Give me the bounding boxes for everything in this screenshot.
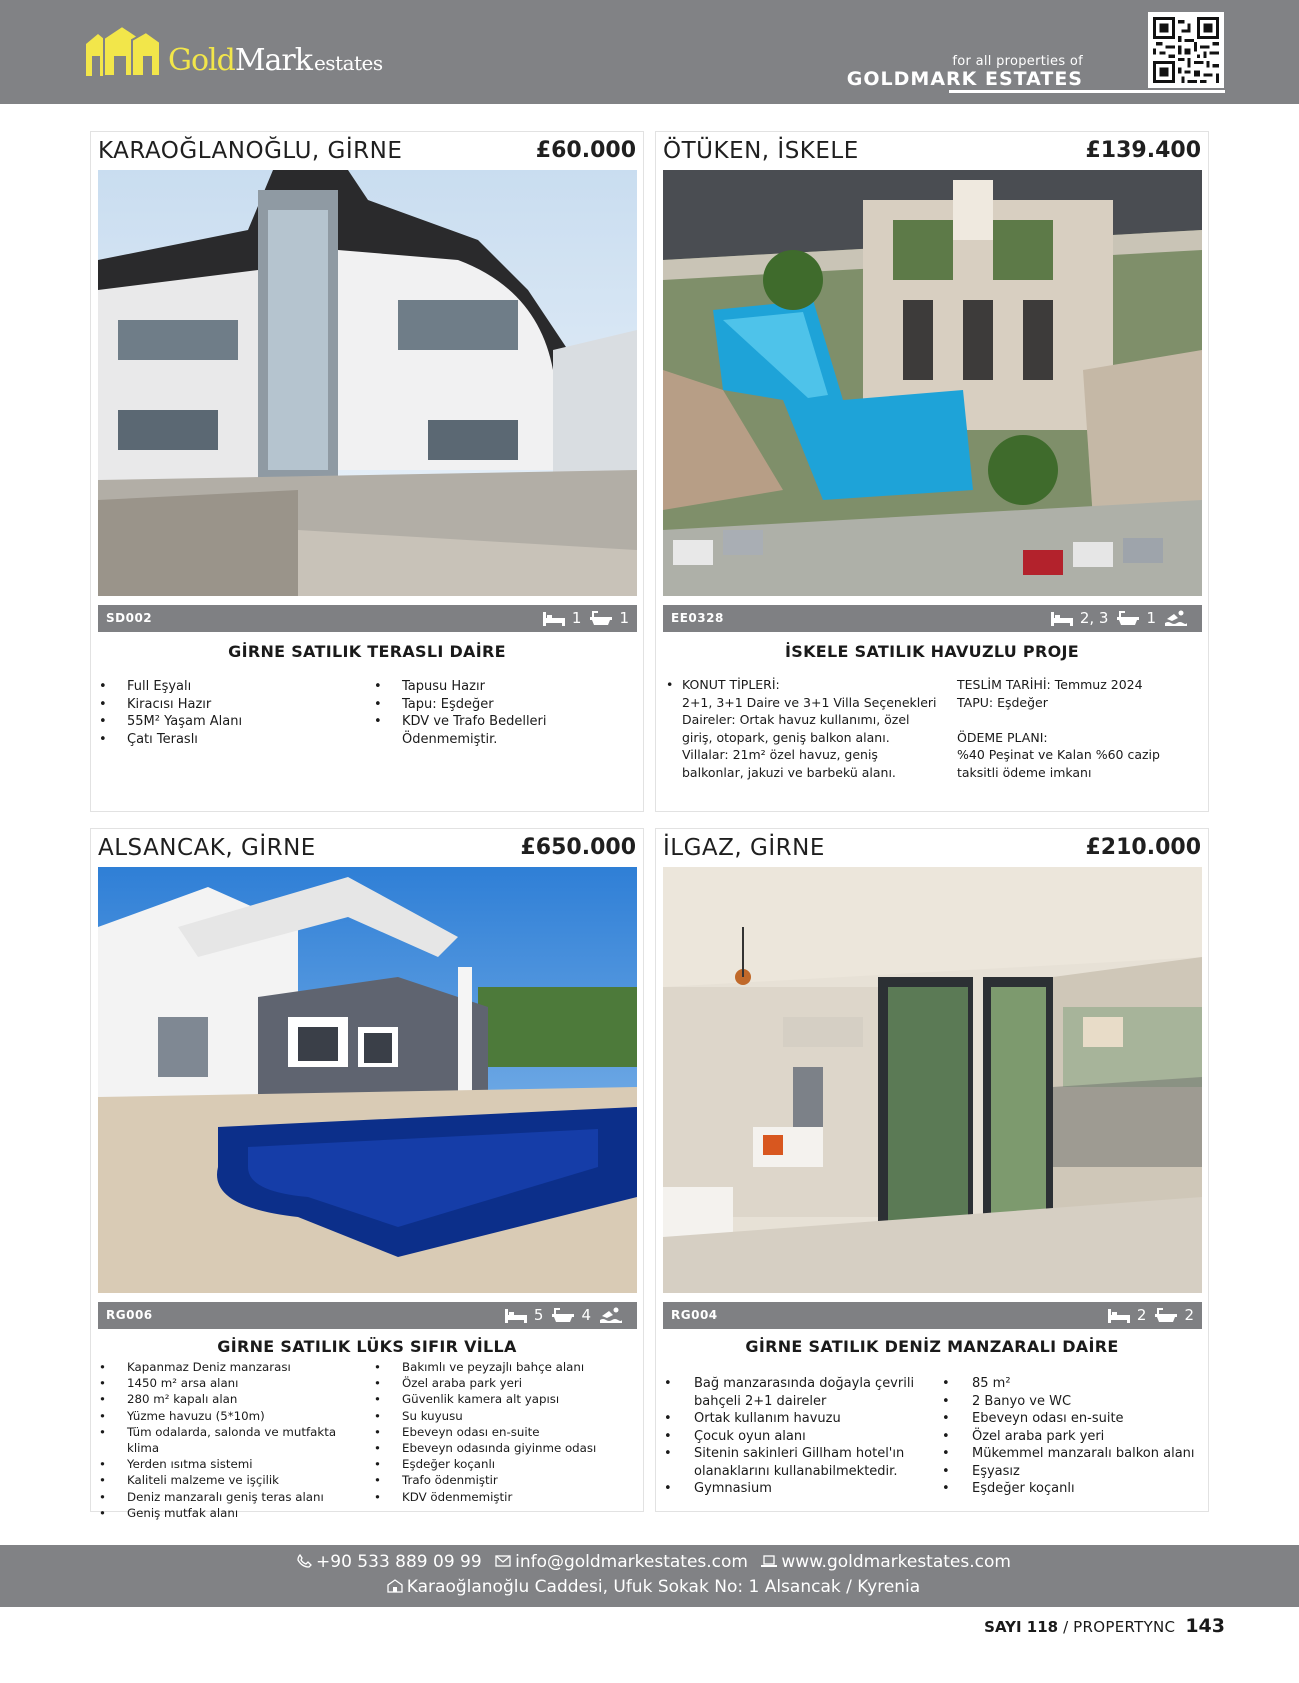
konut-types-block xyxy=(664,676,944,781)
feature-item: • Kaliteli malzeme ve işçilik xyxy=(91,1472,366,1488)
bed-icon xyxy=(1107,1306,1131,1324)
listing-card-karaoglanoglu[interactable] xyxy=(90,131,644,812)
feature-item: • Geniş mutfak alanı xyxy=(91,1505,366,1521)
konut-line: Villalar: 21m² özel havuz, geniş xyxy=(682,747,878,762)
feature-item: • Eşdeğer koçanlı xyxy=(366,1456,641,1472)
listing-card-otuken[interactable] xyxy=(655,131,1209,812)
delivery-payment-block xyxy=(957,676,1207,781)
feature-item: • Tapusu Hazır xyxy=(366,678,636,696)
header-band xyxy=(0,0,1299,104)
footer-website[interactable]: www.goldmarkestates.com xyxy=(781,1552,1011,1572)
feature-item: • Bağ manzarasında doğayla çevrili bahçeli 2+1 daireler xyxy=(656,1375,934,1410)
listing-location: İLGAZ, GİRNE xyxy=(663,835,825,861)
listing-info-bar xyxy=(98,1302,637,1329)
logo-estates-text: estates xyxy=(313,51,383,75)
feature-item: • Ebeveyn odası en-suite xyxy=(934,1410,1210,1428)
konut-line: Daireler: Ortak havuz kullanımı, özel xyxy=(682,712,910,727)
listing-code: SD002 xyxy=(106,611,153,625)
bathroom-count: 2 xyxy=(1184,1306,1194,1324)
feature-item: • Çatı Teraslı xyxy=(91,731,361,749)
feature-item: • Özel araba park yeri xyxy=(934,1428,1210,1446)
bedroom-count: 2, 3 xyxy=(1079,609,1109,627)
listing-info-bar xyxy=(98,605,637,632)
goldmark-logo[interactable] xyxy=(86,26,383,76)
feature-item: • 280 m² kapalı alan xyxy=(91,1391,366,1407)
feature-item: • Mükemmel manzaralı balkon alanı xyxy=(934,1445,1210,1463)
header-tagline xyxy=(847,54,1083,89)
bathroom-count: 1 xyxy=(619,609,629,627)
feature-item: • 2 Banyo ve WC xyxy=(934,1393,1210,1411)
footer-phone[interactable]: +90 533 889 09 99 xyxy=(316,1552,482,1572)
feature-list-left xyxy=(91,1359,366,1521)
bathtub-icon xyxy=(1116,609,1140,627)
footer-band xyxy=(0,1545,1299,1607)
bedroom-count: 5 xyxy=(533,1306,544,1324)
feature-item: • Kapanmaz Deniz manzarası xyxy=(91,1359,366,1375)
listing-location: ALSANCAK, GİRNE xyxy=(98,835,316,861)
konut-heading: • KONUT TİPLERİ: xyxy=(682,676,944,694)
listing-code: RG004 xyxy=(671,1308,718,1322)
listing-title: GİRNE SATILIK TERASLI DAİRE xyxy=(228,642,506,661)
feature-list-left xyxy=(656,1375,934,1498)
feature-item: • Kiracısı Hazır xyxy=(91,696,361,714)
feature-item: • Yüzme havuzu (5*10m) xyxy=(91,1408,366,1424)
delivery-date: TESLİM TARİHİ: Temmuz 2024 xyxy=(957,677,1143,692)
page-separator: / xyxy=(1063,1618,1069,1636)
feature-item: • Çocuk oyun alanı xyxy=(656,1428,934,1446)
phone-icon xyxy=(296,1554,312,1568)
konut-line: balkonlar, jakuzi ve barbekü alanı. xyxy=(682,764,896,780)
logo-gold-text: Gold xyxy=(168,43,235,78)
feature-item: • Ebeveyn odasında giyinme odası xyxy=(366,1440,641,1456)
bed-icon xyxy=(1050,609,1074,627)
listing-price: £60.000 xyxy=(535,138,636,163)
footer-address-line xyxy=(0,1577,1299,1597)
bathtub-icon xyxy=(551,1306,575,1324)
feature-item: • Gymnasium xyxy=(656,1480,934,1498)
bedroom-count: 2 xyxy=(1136,1306,1147,1324)
qr-code[interactable] xyxy=(1148,12,1224,88)
deed-type: TAPU: Eşdeğer xyxy=(957,694,1048,710)
listing-code: RG006 xyxy=(106,1308,153,1322)
bed-icon xyxy=(542,609,566,627)
bed-icon xyxy=(504,1306,528,1324)
feature-item: • Trafo ödenmiştir xyxy=(366,1472,641,1488)
logo-mark-text: Mark xyxy=(234,43,312,78)
listing-photo-villa-pool[interactable] xyxy=(98,867,637,1293)
bathtub-icon xyxy=(589,609,613,627)
listing-location: ÖTÜKEN, İSKELE xyxy=(663,138,859,164)
listing-title: GİRNE SATILIK LÜKS SIFIR VİLLA xyxy=(217,1337,517,1356)
feature-item: • Eşdeğer koçanlı xyxy=(934,1480,1210,1498)
listing-title: İSKELE SATILIK HAVUZLU PROJE xyxy=(785,642,1079,661)
listing-code: EE0328 xyxy=(671,611,724,625)
office-icon xyxy=(387,1579,403,1593)
feature-item: • KDV ve Trafo Bedelleri Ödenmemiştir. xyxy=(366,713,636,748)
listing-info-bar xyxy=(663,605,1202,632)
listing-card-alsancak[interactable] xyxy=(90,828,644,1520)
listing-photo-terraced-building[interactable] xyxy=(98,170,637,596)
feature-item: • KDV ödenmemiştir xyxy=(366,1489,641,1505)
feature-list-right xyxy=(934,1375,1210,1498)
houses-logo-icon xyxy=(86,26,160,76)
header-underline xyxy=(949,90,1225,93)
feature-item: • Eşyasız xyxy=(934,1463,1210,1481)
tagline-big: GOLDMARK ESTATES xyxy=(846,68,1083,90)
feature-item: • Sitenin sakinleri Gillham hotel'ın olanaklarını kullanabilmektedir. xyxy=(656,1445,934,1480)
listing-price: £139.400 xyxy=(1085,138,1201,163)
footer-email[interactable]: info@goldmarkestates.com xyxy=(515,1552,748,1572)
feature-item: • Full Eşyalı xyxy=(91,678,361,696)
feature-item: • 55M² Yaşam Alanı xyxy=(91,713,361,731)
email-icon xyxy=(495,1554,511,1568)
feature-item: • Ortak kullanım havuzu xyxy=(656,1410,934,1428)
page-footer-info xyxy=(984,1615,1225,1637)
feature-item: • Ebeveyn odası en-suite xyxy=(366,1424,641,1440)
bathroom-count: 1 xyxy=(1146,609,1156,627)
issue-number: SAYI 118 xyxy=(984,1618,1059,1636)
payment-plan-heading: ÖDEME PLANI: xyxy=(957,729,1048,745)
tagline-small: for all properties of xyxy=(952,54,1083,69)
listing-card-ilgaz[interactable] xyxy=(655,828,1209,1512)
payment-plan-line: %40 Peşinat ve Kalan %60 cazip xyxy=(957,747,1160,762)
konut-line: giriş, otopark, geniş balkon alanı. xyxy=(682,729,890,745)
listing-info-bar xyxy=(663,1302,1202,1329)
feature-item: • Tüm odalarda, salonda ve mutfakta klima xyxy=(91,1424,366,1456)
listing-location: KARAOĞLANOĞLU, GİRNE xyxy=(98,138,403,164)
footer-address: Karaoğlanoğlu Caddesi, Ufuk Sokak No: 1 Alsancak / Kyrenia xyxy=(406,1577,921,1597)
feature-item: • Güvenlik kamera alt yapısı xyxy=(366,1391,641,1407)
listing-price: £650.000 xyxy=(520,835,636,860)
publication-name: PROPERTYNC xyxy=(1073,1618,1176,1636)
bedroom-count: 1 xyxy=(571,609,582,627)
bathroom-count: 4 xyxy=(581,1306,591,1324)
laptop-icon xyxy=(761,1554,777,1568)
swimming-pool-icon xyxy=(599,1306,623,1324)
payment-plan-line: taksitli ödeme imkanı xyxy=(957,764,1092,780)
swimming-pool-icon xyxy=(1164,609,1188,627)
footer-contacts xyxy=(0,1552,1299,1572)
feature-item: • 1450 m² arsa alanı xyxy=(91,1375,366,1391)
listing-price: £210.000 xyxy=(1085,835,1201,860)
konut-line: 2+1, 3+1 Daire ve 3+1 Villa Seçenekleri xyxy=(682,694,937,710)
listing-photo-living-room-balcony[interactable] xyxy=(663,867,1202,1293)
feature-list-left xyxy=(91,678,361,748)
page-number: 143 xyxy=(1185,1615,1225,1637)
feature-item: • Deniz manzaralı geniş teras alanı xyxy=(91,1489,366,1505)
feature-item: • 85 m² xyxy=(934,1375,1210,1393)
feature-item: • Bakımlı ve peyzajlı bahçe alanı xyxy=(366,1359,641,1375)
listing-photo-pool-project-aerial[interactable] xyxy=(663,170,1202,596)
feature-item: • Tapu: Eşdeğer xyxy=(366,696,636,714)
feature-list-right xyxy=(366,678,636,748)
feature-list-right xyxy=(366,1359,641,1505)
feature-item: • Yerden ısıtma sistemi xyxy=(91,1456,366,1472)
listing-title: GİRNE SATILIK DENİZ MANZARALI DAİRE xyxy=(745,1337,1119,1356)
feature-item: • Özel araba park yeri xyxy=(366,1375,641,1391)
feature-item: • Su kuyusu xyxy=(366,1408,641,1424)
bathtub-icon xyxy=(1154,1306,1178,1324)
